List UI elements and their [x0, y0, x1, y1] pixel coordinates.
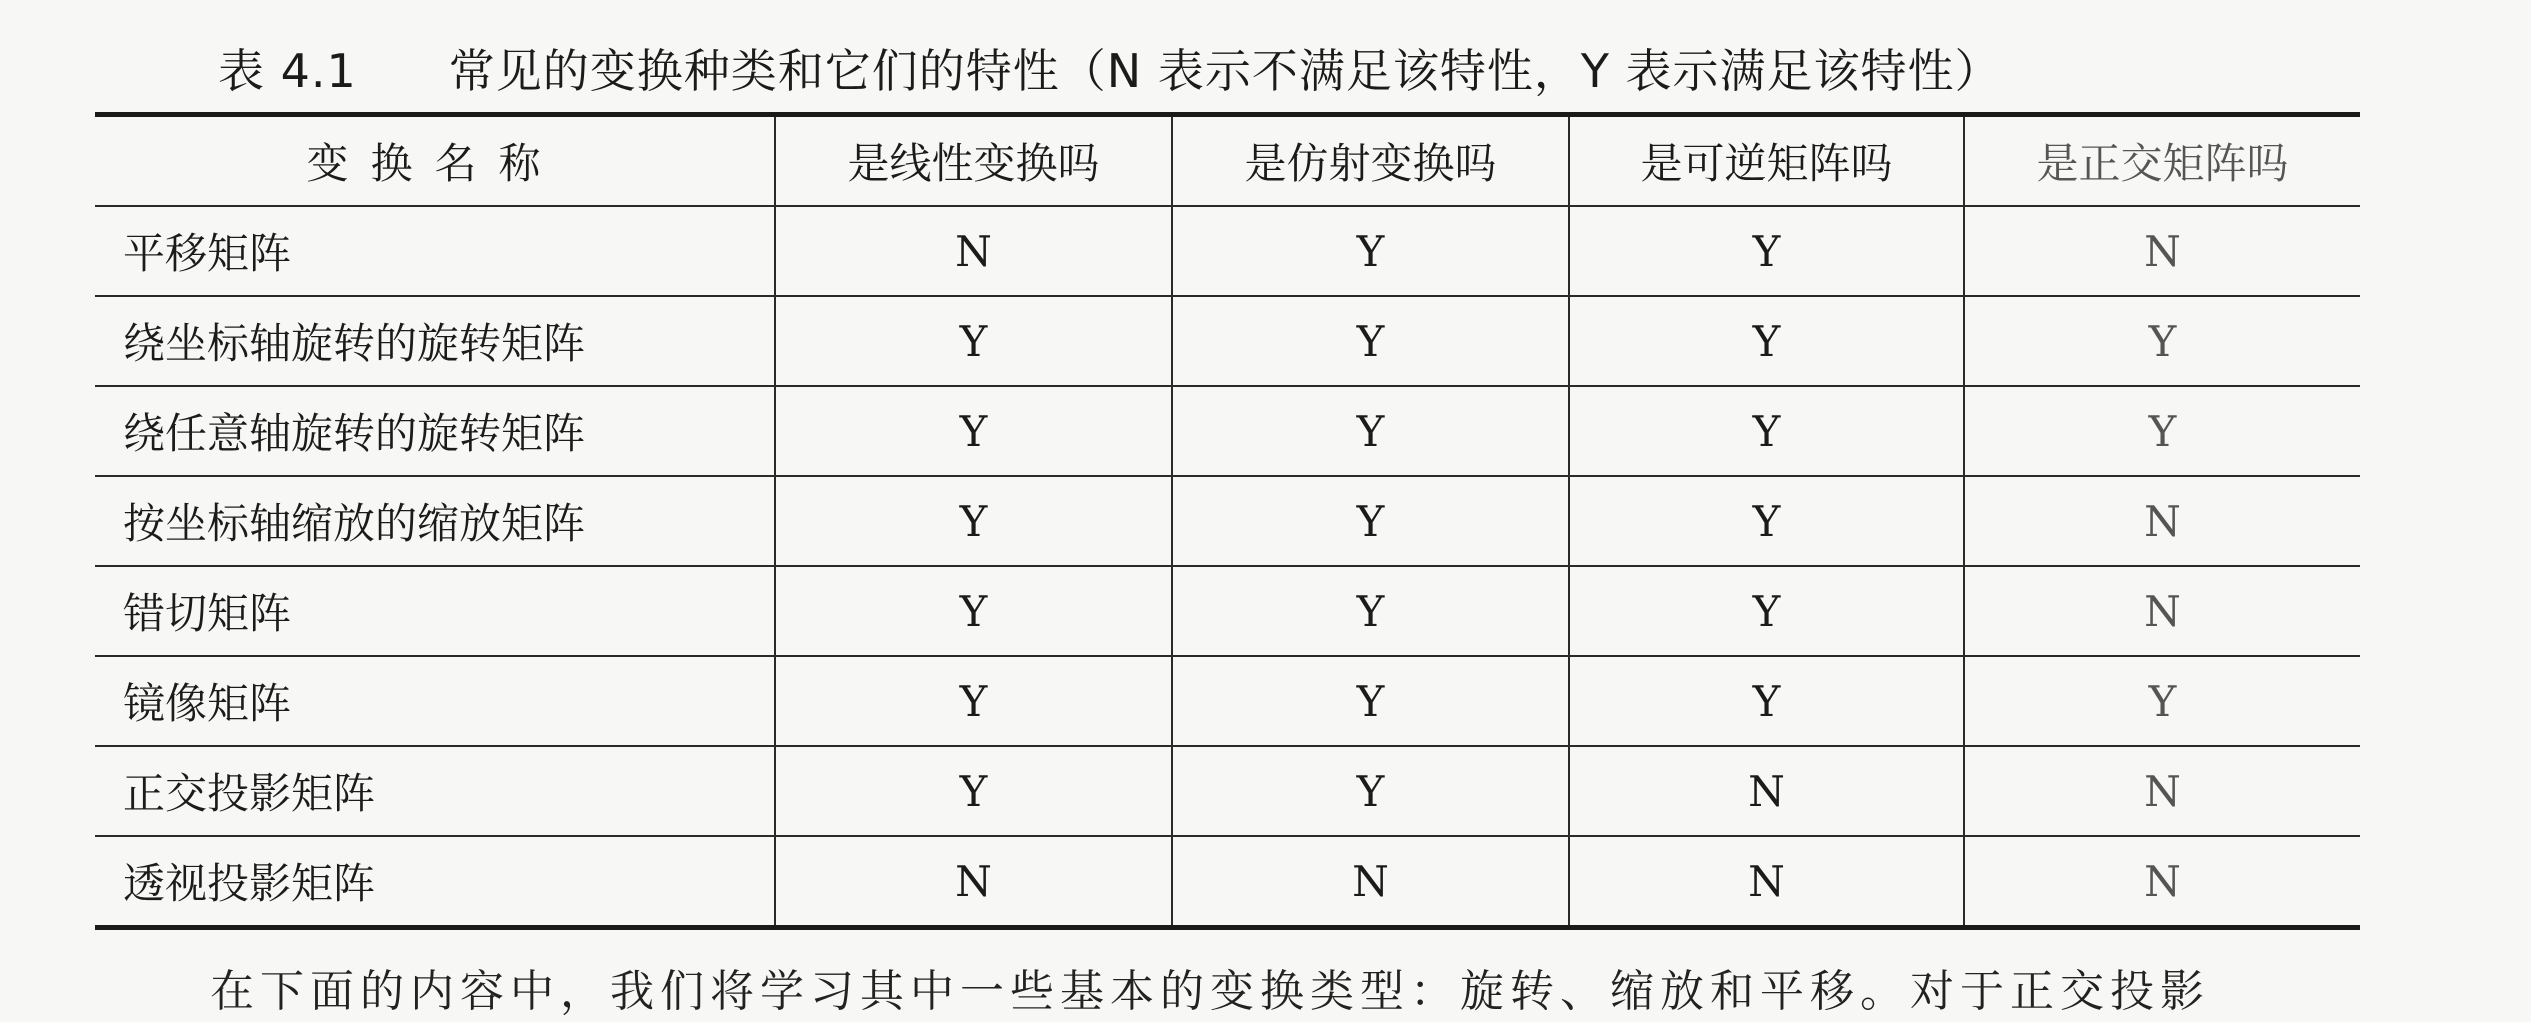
table-row — [95, 476, 2360, 566]
cell-orthogonal: Y — [1964, 386, 2360, 476]
cell-affine: Y — [1172, 296, 1569, 386]
row-name: 平移矩阵 — [95, 206, 775, 296]
following-paragraph-cut: 在下面的内容中，我们将学习其中一些基本的变换类型：旋转、缩放和平移。对于正交投影 — [210, 966, 2210, 1017]
cell-invertible: N — [1569, 746, 1964, 836]
cell-invertible: Y — [1569, 206, 1964, 296]
table-row — [95, 836, 2360, 928]
header-is-linear: 是线性变换吗 — [775, 115, 1172, 207]
table-row — [95, 386, 2360, 476]
cell-affine: Y — [1172, 386, 1569, 476]
cell-affine: Y — [1172, 746, 1569, 836]
cell-invertible: Y — [1569, 566, 1964, 656]
header-is-orthogonal: 是正交矩阵吗 — [1964, 115, 2360, 207]
transform-properties-table — [95, 112, 2360, 930]
cell-linear: Y — [775, 386, 1172, 476]
cell-invertible: Y — [1569, 476, 1964, 566]
cell-linear: N — [775, 836, 1172, 928]
cell-invertible: Y — [1569, 296, 1964, 386]
table-caption — [218, 34, 2002, 108]
cell-linear: Y — [775, 476, 1172, 566]
row-name: 透视投影矩阵 — [95, 836, 775, 928]
table-row — [95, 746, 2360, 836]
cell-affine: Y — [1172, 206, 1569, 296]
row-name: 绕坐标轴旋转的旋转矩阵 — [95, 296, 775, 386]
row-name: 错切矩阵 — [95, 566, 775, 656]
row-name: 正交投影矩阵 — [95, 746, 775, 836]
cell-linear: Y — [775, 656, 1172, 746]
header-is-invertible: 是可逆矩阵吗 — [1569, 115, 1964, 207]
row-name: 按坐标轴缩放的缩放矩阵 — [95, 476, 775, 566]
row-name: 绕任意轴旋转的旋转矩阵 — [95, 386, 775, 476]
table-number: 表 4.1 — [218, 44, 357, 98]
cell-linear: Y — [775, 746, 1172, 836]
cell-orthogonal: Y — [1964, 296, 2360, 386]
table-title: 常见的变换种类和它们的特性（N 表示不满足该特性，Y 表示满足该特性） — [448, 44, 2002, 98]
cell-orthogonal: N — [1964, 836, 2360, 928]
cell-affine: Y — [1172, 476, 1569, 566]
cell-orthogonal: Y — [1964, 656, 2360, 746]
table-row — [95, 656, 2360, 746]
row-name: 镜像矩阵 — [95, 656, 775, 746]
cell-affine: Y — [1172, 566, 1569, 656]
cell-affine: N — [1172, 836, 1569, 928]
table-row — [95, 566, 2360, 656]
table-header-row — [95, 115, 2360, 207]
cell-affine: Y — [1172, 656, 1569, 746]
cell-invertible: Y — [1569, 656, 1964, 746]
cell-linear: Y — [775, 296, 1172, 386]
cell-orthogonal: N — [1964, 476, 2360, 566]
cell-orthogonal: N — [1964, 746, 2360, 836]
cell-linear: N — [775, 206, 1172, 296]
cell-invertible: N — [1569, 836, 1964, 928]
cell-orthogonal: N — [1964, 206, 2360, 296]
header-is-affine: 是仿射变换吗 — [1172, 115, 1569, 207]
cell-linear: Y — [775, 566, 1172, 656]
header-transform-name: 变换名称 — [95, 115, 775, 207]
table-row — [95, 296, 2360, 386]
cell-orthogonal: N — [1964, 566, 2360, 656]
table-row — [95, 206, 2360, 296]
cell-invertible: Y — [1569, 386, 1964, 476]
